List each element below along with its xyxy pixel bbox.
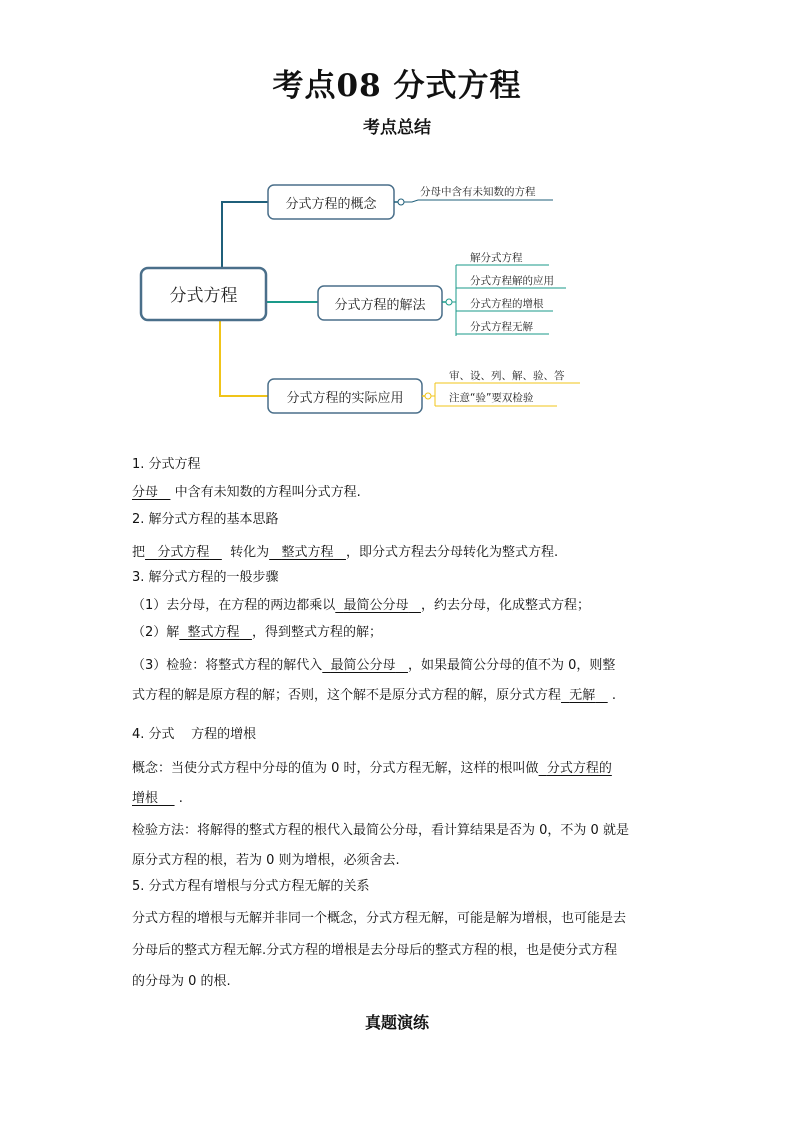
paragraph-relation-cont: 分母后的整式方程无解.分式方程的增根是去分母后的整式方程的根，也是使分式方程 [132, 943, 618, 958]
heading-3: 3. 解分式方程的一般步骤 [132, 570, 279, 585]
paragraph-relation-end: 的分母为 0 的根. [132, 974, 231, 989]
mindmap-root-label: 分式方程 [169, 286, 238, 306]
mindmap-leaf-label: 分式方程的增根 [470, 298, 544, 310]
step-1: （1）去分母，在方程的两边都乘以 最简公分母 ，约去分母，化成整式方程； [132, 598, 590, 613]
fill-blank: 分式方程 [157, 545, 210, 560]
mindmap-leaf-label: 注意“验”要双检验 [449, 392, 534, 404]
mindmap-leaf-label: 分式方程无解 [470, 321, 533, 333]
mindmap-leaf-label: 分式方程解的应用 [470, 275, 554, 287]
paragraph-check-method: 检验方法：将解得的整式方程的根代入最简公分母，看计算结果是否为 0，不为 0 就是 [132, 823, 629, 838]
page-title: 考点08 分式方程 [272, 68, 522, 104]
section-heading-summary: 考点总结 [363, 118, 431, 138]
heading-4: 4. 分式 方程的增根 [132, 727, 257, 742]
fill-blank: 最简公分母 [343, 598, 409, 613]
branch-line-concept [222, 202, 268, 268]
step-3-cont: 式方程的解是原方程的解；否则，这个解不是原分式方程的解，原分式方程 无解 . [132, 688, 616, 703]
paragraph-relation: 分式方程的增根与无解并非同一个概念，分式方程无解，可能是解为增根，也可能是去 [132, 911, 627, 926]
fill-blank: 增根 [132, 791, 159, 806]
paragraph-approach: 把 分式方程 转化为 整式方程 ，即分式方程去分母转化为整式方程. [132, 545, 559, 560]
fill-blank: 分母 [132, 485, 159, 500]
fill-blank: 分式方程的 [546, 761, 612, 776]
step-3: （3）检验：将整式方程的解代入 最简公分母 ，如果最简公分母的值不为 0，则整 [132, 658, 616, 673]
fill-blank: 整式方程 [187, 625, 240, 640]
mindmap-leaf-label: 分母中含有未知数的方程 [420, 186, 536, 198]
branch-line-application [220, 320, 268, 396]
mindmap-node-concept-label: 分式方程的概念 [285, 197, 377, 212]
step-2: （2）解 整式方程 ，得到整式方程的解； [132, 625, 382, 640]
mindmap-leaf-label: 解分式方程 [470, 252, 523, 264]
paragraph-concept-cont: 增根 . [132, 791, 183, 806]
heading-5: 5. 分式方程有增根与分式方程无解的关系 [132, 879, 370, 894]
fill-blank: 无解 [569, 688, 596, 703]
section-heading-exercises: 真题演练 [364, 1013, 429, 1032]
collapse-icon [446, 299, 452, 305]
paragraph-concept: 概念：当使分式方程中分母的值为 0 时，分式方程无解，这样的根叫做 分式方程的 [132, 761, 612, 776]
mind-map [0, 0, 794, 430]
collapse-icon [398, 199, 404, 205]
fill-blank: 最简公分母 [330, 658, 396, 673]
heading-2: 2. 解分式方程的基本思路 [132, 512, 279, 527]
paragraph-definition: 分母 中含有未知数的方程叫分式方程. [132, 485, 361, 500]
paragraph-check-method-cont: 原分式方程的根，若为 0 则为增根，必须舍去. [132, 853, 400, 868]
fill-blank: 整式方程 [281, 545, 334, 560]
mindmap-node-methods-label: 分式方程的解法 [334, 298, 426, 313]
heading-1: 1. 分式方程 [132, 457, 201, 472]
collapse-icon [425, 393, 431, 399]
mindmap-leaf-label: 审、设、列、解、验、答 [449, 370, 565, 382]
mindmap-node-application-label: 分式方程的实际应用 [286, 391, 404, 406]
